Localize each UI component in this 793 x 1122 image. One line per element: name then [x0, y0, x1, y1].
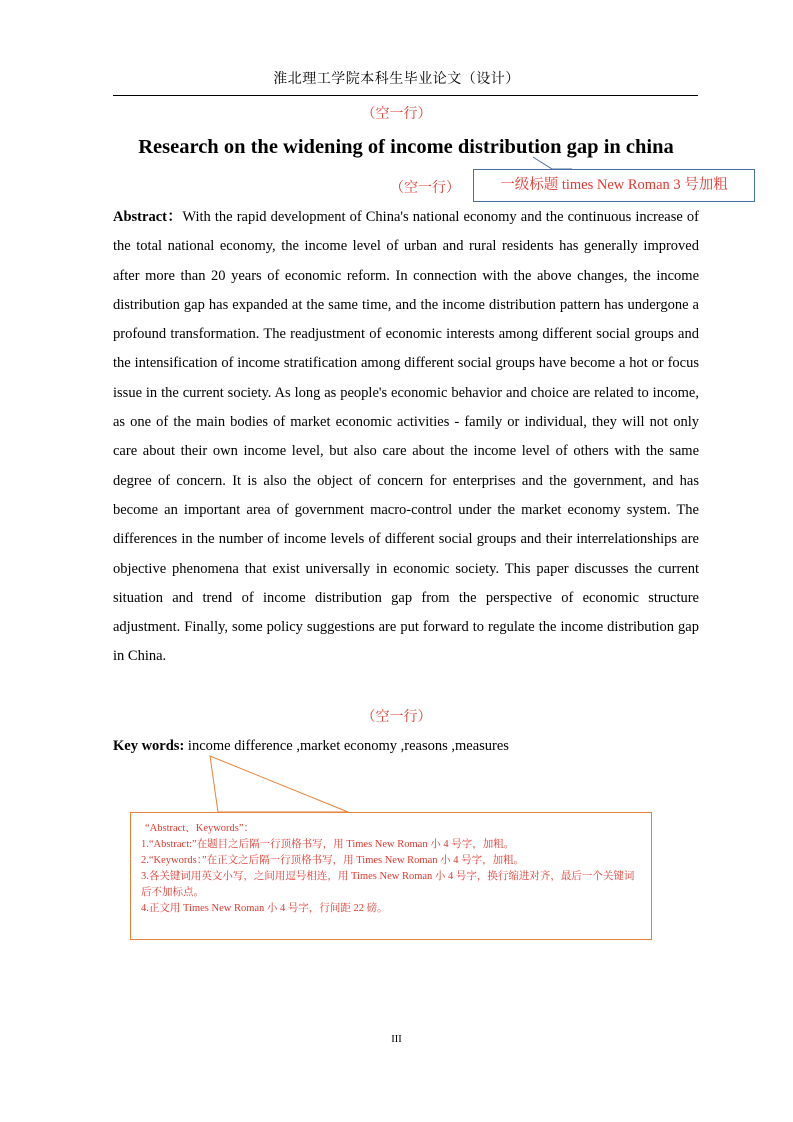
blank-line-marker-1: （空一行）	[361, 107, 432, 122]
paper-title: Research on the widening of income distribution gap in china	[138, 136, 674, 158]
keywords-label: Key words:	[113, 738, 185, 754]
note-line-3: 3.各关键词用英文小写，之间用逗号相连，用 Times New Roman 小 4 号字，换行缩进对齐，最后一个关键词后不加标点。	[141, 871, 635, 898]
blank-line-marker-2: （空一行）	[390, 181, 460, 196]
blank-line-marker-3: （空一行）	[361, 710, 432, 725]
note-line-1: 1.“Abstract:”在题目之后隔一行顶格书写，用 Times New Roman 小 4 号字，加粗。	[141, 839, 515, 850]
note-line-4: 4.正文用 Times New Roman 小 4 号字，行间距 22 磅。	[141, 903, 388, 914]
note-line-2: 2.“Keywords：”在正文之后隔一行顶格书写，用 Times New Roman 小 4 号字，加粗。	[141, 855, 525, 866]
format-note-callout	[130, 812, 652, 940]
abstract-paragraph	[113, 203, 699, 672]
keywords-line	[113, 734, 699, 758]
page-header: 淮北理工学院本科生毕业论文（设计）	[273, 72, 520, 87]
abstract-text: With the rapid development of China's national economy and the continuous increase of the total national economy, the income level of urban and rural residents has generally improved after more than 20 years of economic reform. In connection with the above changes, the income distribution gap has expanded at the same time, and the income distribution pattern has undergone a profound transformation. The readjustment of economic interests among different social groups and the intensification of income stratification among different social groups have become a hot or focus issue in the current society. As long as people's economic behavior and choice are related to income, as one of the main bodies of market economic activities - family or individual, they will not only care about their own income level, but also care about the income level of others with the same degree of concern. It is also the object of concern for enterprises and the government, and has become an important area of government macro-control under the market economy system. The differences in the number of income levels of different social groups and their interrelationships are objective phenomena that exist universally in economic society. This paper discusses the current situation and trend of income distribution gap from the perspective of economic structure adjustment. Finally, some policy suggestions are put forward to regulate the income distribution gap in China.	[113, 209, 699, 665]
note-callout-pointer	[210, 756, 348, 812]
title-format-callout: 一级标题 times New Roman 3 号加粗	[473, 169, 755, 202]
note-title: “Abstract、Keywords”：	[145, 823, 255, 834]
abstract-label: Abstract：	[113, 209, 183, 225]
page-number: III	[391, 1034, 402, 1045]
keywords-text: income difference ,market economy ,reasons ,measures	[184, 738, 509, 754]
header-divider	[113, 95, 698, 96]
